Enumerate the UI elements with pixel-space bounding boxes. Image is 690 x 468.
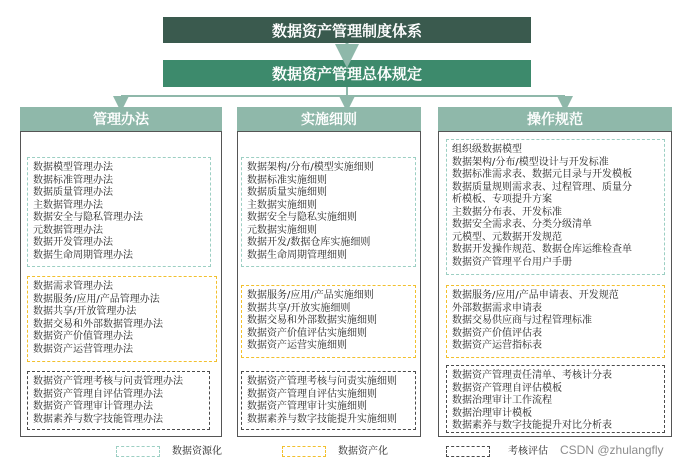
list-item: 数据资产管理考核与问责管理办法	[33, 376, 183, 387]
list-item: 数据治理审计工作流程	[452, 395, 552, 406]
list-item: 数据共享/开放实施细则	[247, 302, 351, 314]
legend-swatch-asset	[282, 446, 326, 457]
group-black-col3	[446, 365, 665, 433]
list-item: 数据交易和外部数据管理办法	[33, 318, 163, 330]
list-item: 数据质量管理办法	[33, 187, 113, 198]
list-item: 数据资产管理自评估模板	[452, 382, 562, 394]
list-item: 数据标准需求表、数据元目录与开发模板	[452, 169, 632, 180]
list-item: 数据资产运营管理办法	[33, 343, 133, 355]
list-item: 主数据管理办法	[33, 199, 103, 211]
legend-label-resource: 数据资源化	[172, 446, 222, 457]
legend-swatch-resource	[116, 446, 160, 457]
list-item: 数据资产价值评估表	[452, 327, 542, 339]
list-item: 析模板、专项提升方案	[452, 194, 552, 205]
list-item: 数据安全需求表、分类分级清单	[452, 219, 592, 230]
list-item: 数据安全与隐私管理办法	[33, 212, 143, 223]
list-item: 数据开发操作规范、数据仓库运维检查单	[452, 244, 632, 255]
list-item: 数据质量规则需求表、过程管理、质量分	[452, 181, 632, 193]
list-item: 数据素养与数字技能提升实施细则	[247, 413, 397, 425]
list-item: 数据标准管理办法	[33, 174, 113, 186]
list-item: 数据资产运营实施细则	[247, 340, 347, 351]
group-teal-col3	[446, 139, 665, 275]
list-item: 元数据管理办法	[33, 224, 103, 236]
list-item: 数据资产管理自评估实施细则	[247, 388, 377, 400]
list-item: 数据开发管理办法	[33, 237, 113, 248]
column-header-management-measures: 管理办法	[20, 107, 222, 131]
column-header-implementation-rules: 实施细则	[237, 107, 421, 131]
list-item: 数据安全与隐私实施细则	[247, 212, 357, 223]
group-teal-col1	[27, 157, 211, 267]
list-item: 数据资产价值管理办法	[33, 331, 133, 342]
list-item: 数据服务/应用/产品管理办法	[33, 293, 160, 305]
list-item: 主数据分布表、开发标准	[452, 206, 562, 218]
list-item: 数据资产管理审计实施细则	[247, 401, 367, 412]
list-item: 数据生命周期管理办法	[33, 249, 133, 261]
list-item: 数据资产运营指标表	[452, 340, 542, 351]
list-item: 数据架构/分布/模型实施细则	[247, 162, 374, 173]
list-item: 元模型、元数据开发规范	[452, 231, 562, 243]
legend-label-asset: 数据资产化	[338, 446, 388, 457]
list-item: 外部数据需求申请表	[452, 302, 542, 314]
list-item: 数据共享/开放管理办法	[33, 306, 137, 317]
list-item: 数据资产管理审计管理办法	[33, 401, 153, 412]
legend-label-assessment: 考核评估	[508, 446, 548, 457]
group-black-col1	[27, 371, 210, 430]
list-item: 组织级数据模型	[452, 144, 522, 155]
list-item: 数据资产管理考核与问责实施细则	[247, 376, 397, 387]
system-title: 数据资产管理制度体系	[163, 17, 531, 43]
general-regulation-title: 数据资产管理总体规定	[163, 60, 531, 87]
group-yellow-col3	[446, 285, 665, 358]
list-item: 主数据实施细则	[247, 199, 317, 211]
list-item: 数据质量实施细则	[247, 187, 327, 198]
group-black-col2	[241, 371, 416, 430]
list-item: 数据生命周期管理细则	[247, 249, 347, 261]
list-item: 数据模型管理办法	[33, 162, 113, 173]
group-yellow-col2	[241, 285, 416, 358]
list-item: 数据治理审计模板	[452, 407, 532, 419]
list-item: 数据资产价值评估实施细则	[247, 327, 367, 339]
list-item: 数据服务/应用/产品实施细则	[247, 290, 374, 301]
list-item: 数据开发/数据仓库实施细则	[247, 237, 371, 248]
list-item: 数据架构/分布/模型设计与开发标准	[452, 156, 609, 168]
watermark: CSDN @zhulangfly	[560, 443, 664, 457]
group-teal-col2	[241, 157, 416, 267]
list-item: 数据交易和外部数据实施细则	[247, 315, 377, 326]
list-item: 数据资产管理平台用户手册	[452, 256, 572, 268]
list-item: 数据资产管理责任清单、考核计分表	[452, 370, 612, 381]
legend-swatch-assessment	[446, 446, 490, 457]
connector-lines	[0, 0, 690, 110]
list-item: 数据需求管理办法	[33, 281, 113, 292]
list-item: 数据素养与数字技能管理办法	[33, 413, 163, 425]
group-yellow-col1	[27, 276, 217, 362]
list-item: 数据资产管理自评估管理办法	[33, 388, 163, 400]
list-item: 数据素养与数字技能提升对比分析表	[452, 420, 612, 431]
list-item: 元数据实施细则	[247, 224, 317, 236]
list-item: 数据服务/应用/产品申请表、开发规范	[452, 290, 619, 301]
list-item: 数据交易供应商与过程管理标准	[452, 315, 592, 326]
column-header-operating-specs: 操作规范	[438, 107, 672, 131]
list-item: 数据标准实施细则	[247, 174, 327, 186]
